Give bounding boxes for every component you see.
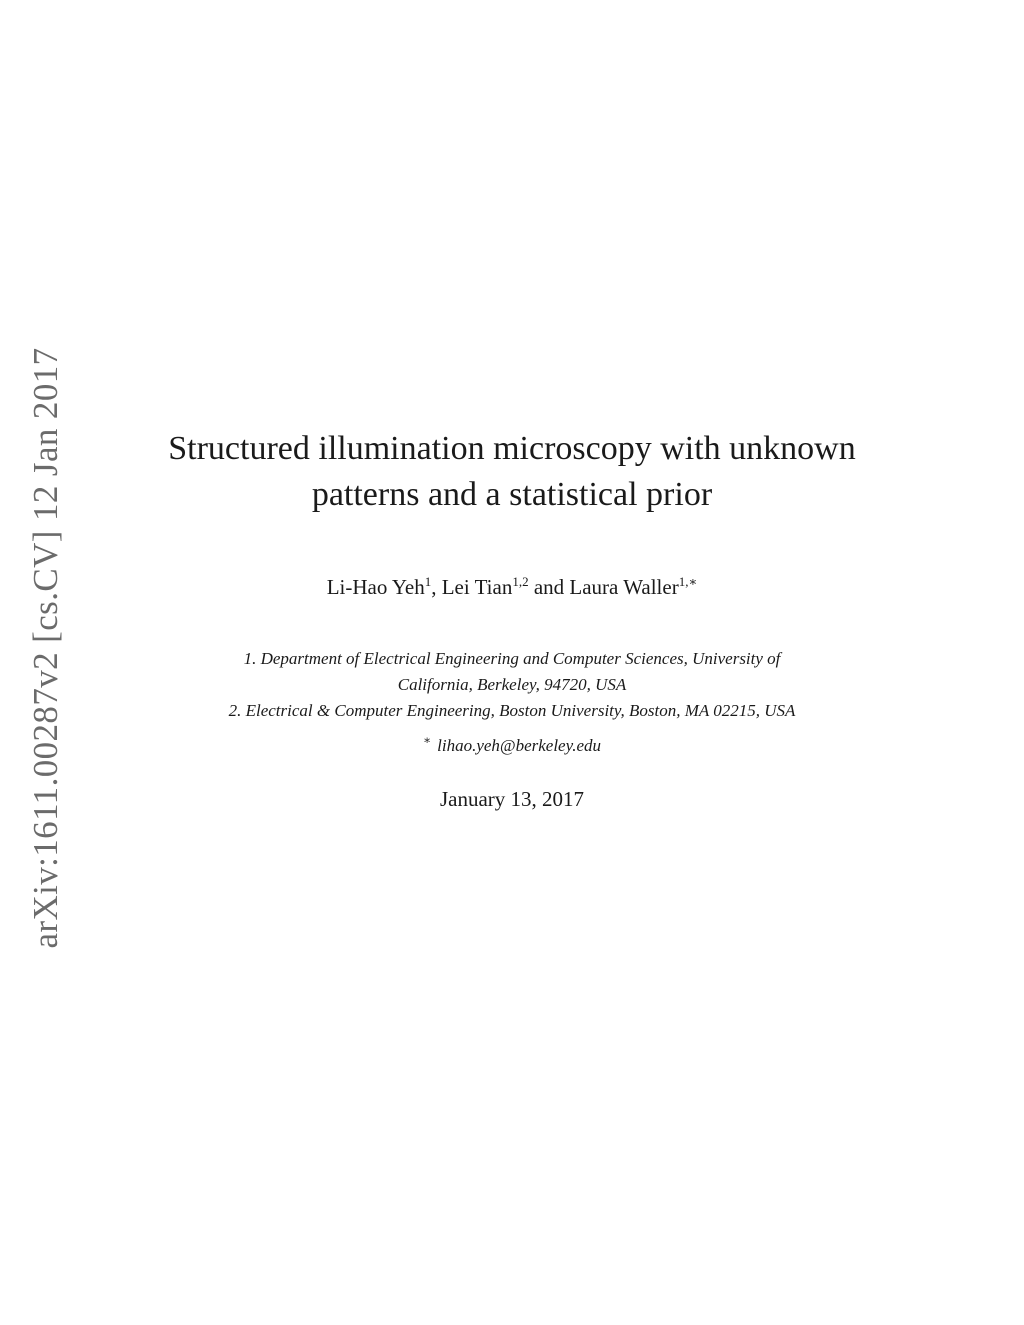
author-name: Lei Tian: [441, 575, 513, 599]
author-affiliation-marker: 1: [424, 574, 432, 589]
email-address: lihao.yeh@berkeley.edu: [437, 736, 601, 755]
corresponding-marker: ∗: [422, 733, 432, 747]
affiliations: [0, 646, 1024, 724]
author-separator: ,: [431, 575, 442, 599]
title-line-1: Structured illumination microscopy with unknown: [168, 430, 856, 467]
paper-title: [0, 426, 1024, 518]
affiliation-line-2: California, Berkeley, 94720, USA: [397, 675, 627, 694]
author-affiliation-marker: 1,∗: [678, 574, 698, 589]
publication-date: January 13, 2017: [439, 787, 585, 811]
author-list: [0, 575, 1024, 600]
title-line-2: patterns and a statistical prior: [311, 476, 713, 513]
affiliation-line-1: 1. Department of Electrical Engineering and Computer Sciences, University of: [243, 649, 781, 668]
affiliation-line-3: 2. Electrical & Computer Engineering, Boston University, Boston, MA 02215, USA: [228, 701, 796, 720]
author-separator: and: [528, 575, 570, 599]
corresponding-email: [0, 733, 1024, 756]
author-name: Laura Waller: [569, 575, 679, 599]
arxiv-identifier-stamp: arXiv:1611.00287v2 [cs.CV] 12 Jan 2017: [26, 347, 65, 949]
author-affiliation-marker: 1,2: [512, 574, 529, 589]
author-name: Li-Hao Yeh: [326, 575, 425, 599]
